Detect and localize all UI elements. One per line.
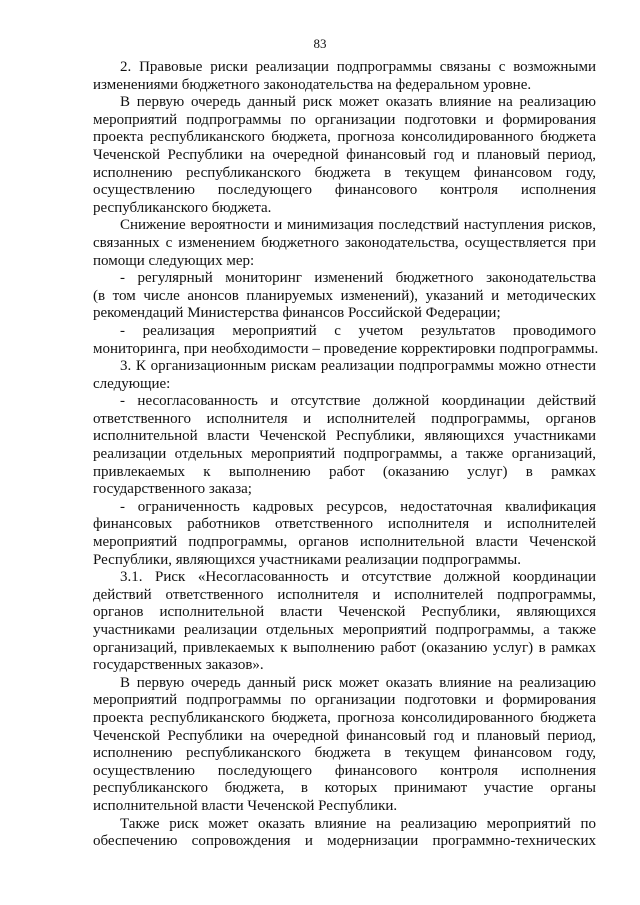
page-number: 83	[313, 36, 327, 51]
text-line: органов исполнительной власти Чеченской Республики, являющихся	[93, 604, 596, 621]
text-line: привлекаемых к выполнению работ (оказанию услуг) в рамках	[93, 463, 596, 480]
text-line: В первую очередь данный риск может оказать влияние на реализацию	[120, 94, 596, 111]
text-line: мероприятий подпрограммы, органов исполнительной власти Чеченской	[93, 534, 596, 551]
text-line: исполнению республиканского бюджета в текущем финансовом году,	[93, 745, 596, 762]
text-line: реализации отдельных мероприятий подпрограммы, а также организаций,	[93, 446, 596, 463]
text-line: Республики, являющихся участниками реализации подпрограммы.	[93, 551, 521, 568]
text-line: государственного заказа;	[93, 481, 252, 498]
text-line: проекта республиканского бюджета, прогноза консолидированного бюджета	[93, 129, 596, 146]
text-line: (в том числе анонсов планируемых изменений), указаний и методических	[93, 287, 596, 304]
text-line: помощи следующих мер:	[93, 252, 255, 269]
text-line: мониторинга, при необходимости – проведение корректировки подпрограммы.	[93, 340, 599, 357]
text-line: изменениями бюджетного законодательства на федеральном уровне.	[93, 76, 532, 93]
text-line: Снижение вероятности и минимизация последствий наступления рисков,	[120, 217, 596, 234]
text-line: осуществлению последующего финансового контроля исполнения	[93, 762, 596, 779]
text-line: республиканского бюджета, в которых принимают участие органы	[93, 780, 596, 797]
text-line: республиканского бюджета.	[93, 199, 272, 216]
text-line: 2. Правовые риски реализации подпрограммы связаны с возможными	[120, 59, 596, 75]
text-line: исполнению республиканского бюджета в текущем финансовом году,	[93, 164, 596, 181]
text-line: обеспечению сопровождения и модернизации программно-технических	[93, 833, 596, 850]
text-line: Чеченской Республики на очередной финансовый год и плановый период,	[93, 146, 596, 163]
document-body	[93, 59, 599, 851]
text-line: проекта республиканского бюджета, прогноза консолидированного бюджета	[93, 709, 596, 726]
text-line: государственных заказов».	[93, 657, 264, 674]
text-line: связанных с изменением бюджетного законодательства, осуществляется при	[93, 234, 596, 251]
text-line: организаций, привлекаемых к выполнению работ (оказанию услуг) в рамках	[93, 639, 596, 656]
text-line: мероприятий подпрограммы по организации подготовки и формирования	[93, 111, 596, 128]
text-line: Также риск может оказать влияние на реализацию мероприятий по	[120, 815, 596, 832]
text-line: следующие:	[93, 375, 171, 392]
text-line: 3.1. Риск «Несогласованность и отсутствие должной координации	[120, 569, 596, 586]
text-line: действий ответственного исполнителя и исполнителей подпрограммы,	[93, 586, 596, 603]
text-line: исполнительной власти Чеченской Республики, являющихся участниками	[93, 428, 596, 445]
text-line: - реализация мероприятий с учетом результатов проводимого	[120, 322, 596, 339]
text-line: 3. К организационным рискам реализации подпрограммы можно отнести	[120, 358, 596, 375]
text-line: ответственного исполнителя и исполнителей подпрограммы, органов	[93, 410, 596, 427]
text-line: рекомендаций Министерства финансов Российской Федерации;	[93, 305, 501, 322]
text-line: Чеченской Республики на очередной финансовый год и плановый период,	[93, 727, 596, 744]
text-line: - регулярный мониторинг изменений бюджетного законодательства	[120, 270, 596, 287]
text-line: исполнительной власти Чеченской Республики.	[93, 797, 398, 814]
text-line: финансовых работников ответственного исполнителя и исполнителей	[93, 516, 596, 533]
text-line: участниками реализации отдельных мероприятий подпрограммы, а также	[93, 622, 596, 638]
text-line: - ограниченность кадровых ресурсов, недостаточная квалификация	[120, 498, 596, 515]
text-line: - несогласованность и отсутствие должной координации действий	[120, 393, 596, 410]
text-line: В первую очередь данный риск может оказать влияние на реализацию	[120, 674, 596, 691]
text-line: осуществлению последующего финансового контроля исполнения	[93, 182, 596, 199]
text-line: мероприятий подпрограммы по организации подготовки и формирования	[93, 692, 596, 709]
